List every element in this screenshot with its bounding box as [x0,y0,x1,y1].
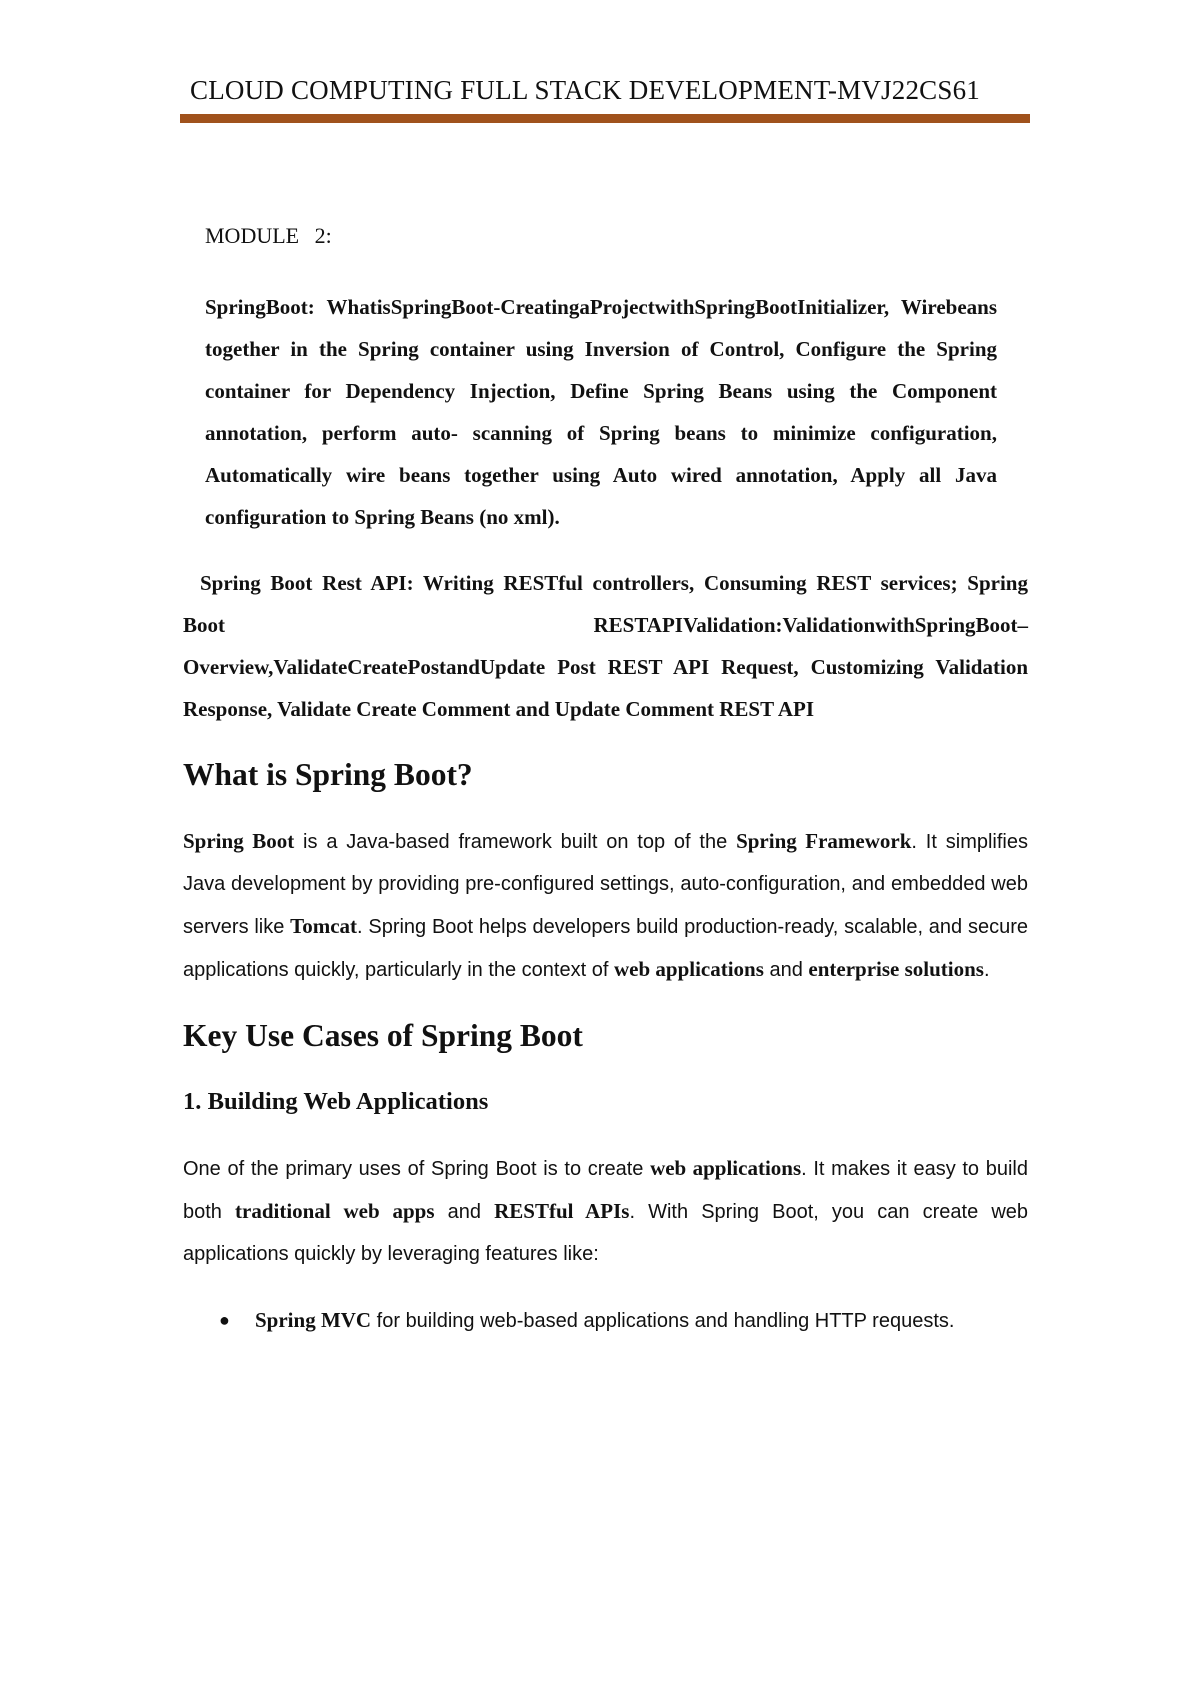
list-item: ● Spring MVC for building web-based applications and handling HTTP requests. [183,1299,1028,1342]
page-header [180,72,1030,123]
bold-term: web applications [650,1156,802,1180]
web-apps-paragraph: One of the primary uses of Spring Boot is to create web applications. It makes it easy to build both traditional web apps and RESTful APIs. With Spring Boot, you can create web applications quickly by leveraging features like: [183,1156,1029,1265]
bold-term: RESTful APIs [494,1199,630,1223]
bullet-icon: ● [219,1310,230,1330]
bold-term: Spring MVC [255,1308,372,1332]
building-web-apps-subheading: 1. Building Web Applications [183,1088,489,1115]
module-block [205,215,997,538]
what-is-spring-boot-heading: What is Spring Boot? [183,757,473,792]
document-body [183,215,1028,1342]
spring-boot-intro-paragraph: Spring Boot is a Java-based framework built on top of the Spring Framework. It simplifies Java development by providing pre-configured settings, auto-configuration, and embedded web servers like Tomcat. Spring Boot helps developers build production-ready, scalable, and secure applications quickly, particularly in the context of web applications and enterprise solutions. [183,829,1028,981]
rest-api-syllabus: Spring Boot Rest API: Writing RESTful controllers, Consuming REST services; Spring Boot RESTAPIValidation:ValidationwithSpringBoot– Overview,ValidateCreatePostandUpdate Post REST API Request, Customizing Validation Response, Validate Create Comment and Update Comment REST API [183,571,1028,721]
bold-term: web applications [613,957,764,981]
bold-term: Spring Framework [736,829,912,853]
key-use-cases-heading: Key Use Cases of Spring Boot [183,1018,583,1053]
feature-bullet-list [183,1299,1028,1342]
header-rule [180,114,1030,123]
bold-term: Tomcat [290,914,358,938]
module-title: MODULE 2: [205,223,332,248]
header-title: CLOUD COMPUTING FULL STACK DEVELOPMENT-MVJ22CS61 [190,75,980,105]
bold-term: enterprise solutions [808,957,984,981]
bold-term: Spring Boot [183,829,295,853]
bold-term: traditional web apps [235,1199,435,1223]
module-syllabus: SpringBoot: WhatisSpringBoot-CreatingaProjectwithSpringBootInitializer, Wirebeans together in the Spring container using Inversion of Control, Configure the Spring container for Dependency Injection, Define Spring Beans using the Component annotation, perform auto- scanning of Spring beans to minimize configuration, Automatically wire beans together using Auto wired annotation, Apply all Java configuration to Spring Beans (no xml). [205,295,997,529]
